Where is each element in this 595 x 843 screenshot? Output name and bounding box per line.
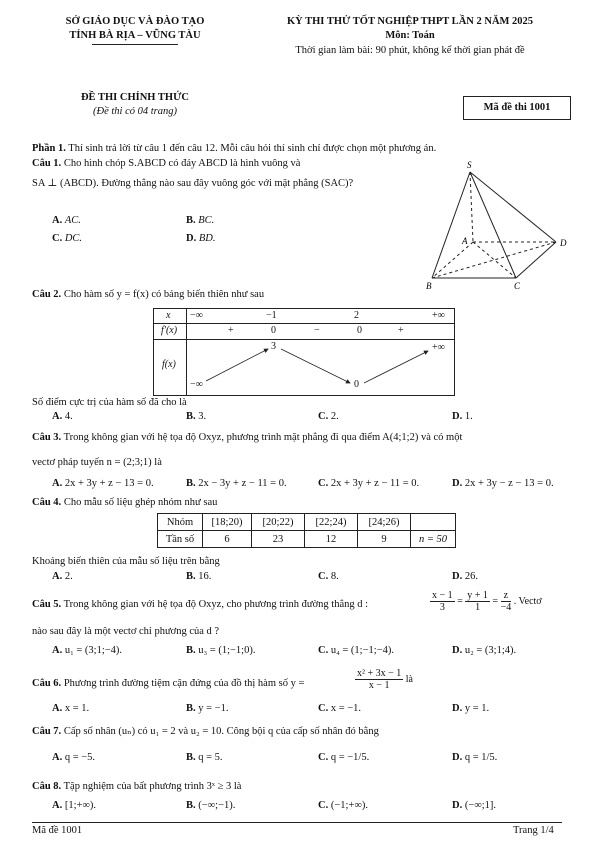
q2-question: Số điểm cực trị của hàm số đã cho là	[32, 397, 187, 408]
q3-option-d[interactable]: D. 2x + 3y − z − 13 = 0.	[452, 478, 554, 489]
q6-option-a[interactable]: A. x = 1.	[52, 703, 90, 714]
q6-option-c[interactable]: C. x = −1.	[318, 703, 362, 714]
vertex-s-label: S	[467, 160, 472, 170]
footer-code: Mã đề 1001	[32, 825, 83, 836]
q1-line1: Câu 1. Cho hình chóp S.ABCD có đáy ABCD là hình vuông và	[32, 158, 301, 169]
frequency-table: Nhóm [18;20) [20;22) [22;24) [24;26) Tần số 6 23 12 9 n = 50	[157, 513, 456, 548]
q1-option-a[interactable]: A. AC.	[52, 215, 81, 226]
q4-question: Khoảng biến thiên của mẫu số liệu trên bằng	[32, 556, 220, 567]
variation-table: x f′(x) f(x) −∞ −1 2 +∞ + 0 − 0 + −∞ 3 0 +∞	[153, 308, 455, 396]
q4-option-d[interactable]: D. 26.	[452, 571, 478, 582]
page-count: (Đề thi có 04 trang)	[93, 106, 177, 117]
q1-option-b[interactable]: B. BC.	[186, 215, 215, 226]
q8-option-d[interactable]: D. (−∞;1].	[452, 800, 497, 811]
q4-option-a[interactable]: A. 2.	[52, 571, 73, 582]
pyramid-figure	[418, 158, 578, 293]
q5-equation: $\frac{x - 1}{3}$ = $\frac{y + 1}{1}$ = $\frac{z}{-4}$ . Vectơ	[432, 590, 542, 613]
q1-line2: SA ⊥ (ABCD). Đường thẳng nào sau đây vuông góc với mặt phẳng (SAC)?	[32, 178, 354, 189]
q5-line1: Câu 5. Trong không gian với hệ tọa độ Oxyz, cho phương trình đường thẳng d :	[32, 599, 369, 610]
q2-option-a[interactable]: A. 4.	[52, 411, 73, 422]
q5-option-d[interactable]: D. u₂ = (3;1;4).	[452, 645, 517, 656]
q7-option-d[interactable]: D. q = 1/5.	[452, 752, 498, 763]
q6-option-b[interactable]: B. y = −1.	[186, 703, 229, 714]
q8-option-b[interactable]: B. (−∞;−1).	[186, 800, 236, 811]
header-underline	[92, 44, 178, 45]
q3-option-c[interactable]: C. 2x + 3y + z − 11 = 0.	[318, 478, 420, 489]
q6-option-d[interactable]: D. y = 1.	[452, 703, 490, 714]
exam-title: KỲ THI THỬ TỐT NGHIỆP THPT LẦN 2 NĂM 2025	[286, 16, 534, 27]
q6-fraction: $\frac{\text{x² + 3x − 1}}{x - 1}$ là	[357, 668, 413, 691]
province-name: TỈNH BÀ RỊA – VŨNG TÀU	[69, 30, 201, 41]
q5-option-c[interactable]: C. u₄ = (1;−1;−4).	[318, 645, 394, 656]
q2-option-b[interactable]: B. 3.	[186, 411, 207, 422]
part1-intro: Phần 1. Thí sinh trả lời từ câu 1 đến câu 12. Mỗi câu hỏi thí sinh chỉ được chọn một phương án.	[32, 143, 437, 154]
dept-name: SỞ GIÁO DỤC VÀ ĐÀO TẠO	[65, 16, 205, 27]
q3-option-a[interactable]: A. 2x + 3y + z − 13 = 0.	[52, 478, 154, 489]
exam-code-box: Mã đề thi 1001	[463, 96, 571, 120]
q2-line: Câu 2. Cho hàm số y = f(x) có bảng biến thiên như sau	[32, 289, 265, 300]
q4-option-b[interactable]: B. 16.	[186, 571, 212, 582]
exam-time: Thời gian làm bài: 90 phút, không kể thời gian phát đề	[295, 45, 525, 56]
q1-option-c[interactable]: C. DC.	[52, 233, 83, 244]
subject: Môn: Toán	[385, 30, 435, 41]
vertex-b-label: B	[426, 281, 432, 291]
footer-page: Trang 1/4	[513, 825, 554, 836]
q2-option-c[interactable]: C. 2.	[318, 411, 339, 422]
q2-option-d[interactable]: D. 1.	[452, 411, 473, 422]
q5-line2: nào sau đây là một vectơ chỉ phương của d ?	[32, 626, 220, 637]
q5-option-b[interactable]: B. u₃ = (1;−1;0).	[186, 645, 256, 656]
q7-option-a[interactable]: A. q = −5.	[52, 752, 96, 763]
official-label: ĐỀ THI CHÍNH THỨC	[80, 92, 190, 103]
q3-line1: Câu 3. Trong không gian với hệ tọa độ Oxyz, phương trình mặt phẳng đi qua điểm A(4;1;2) và có một	[32, 432, 463, 443]
footer-divider	[32, 822, 562, 823]
q7-option-b[interactable]: B. q = 5.	[186, 752, 223, 763]
q4-option-c[interactable]: C. 8.	[318, 571, 339, 582]
q8-line: Câu 8. Tập nghiệm của bất phương trình 3ˣ ≥ 3 là	[32, 781, 242, 792]
q8-option-c[interactable]: C. (−1;+∞).	[318, 800, 368, 811]
q7-line: Câu 7. Cấp số nhân (uₙ) có u₁ = 2 và u₂ = 10. Công bội q của cấp số nhân đó bằng	[32, 726, 379, 737]
q4-line: Câu 4. Cho mẫu số liệu ghép nhóm như sau	[32, 497, 218, 508]
q5-option-a[interactable]: A. u₁ = (3;1;−4).	[52, 645, 123, 656]
vertex-c-label: C	[514, 281, 521, 291]
q8-option-a[interactable]: A. [1;+∞).	[52, 800, 97, 811]
q1-option-d[interactable]: D. BD.	[186, 233, 216, 244]
q7-option-c[interactable]: C. q = −1/5.	[318, 752, 370, 763]
q3-line2: vectơ pháp tuyến n = (2;3;1) là	[32, 457, 162, 468]
q3-option-b[interactable]: B. 2x − 3y + z − 11 = 0.	[186, 478, 287, 489]
vertex-d-label: D	[560, 238, 567, 248]
q6-line: Câu 6. Phương trình đường tiệm cận đứng của đồ thị hàm số y =	[32, 678, 305, 689]
vertex-a-label: A	[462, 236, 468, 246]
